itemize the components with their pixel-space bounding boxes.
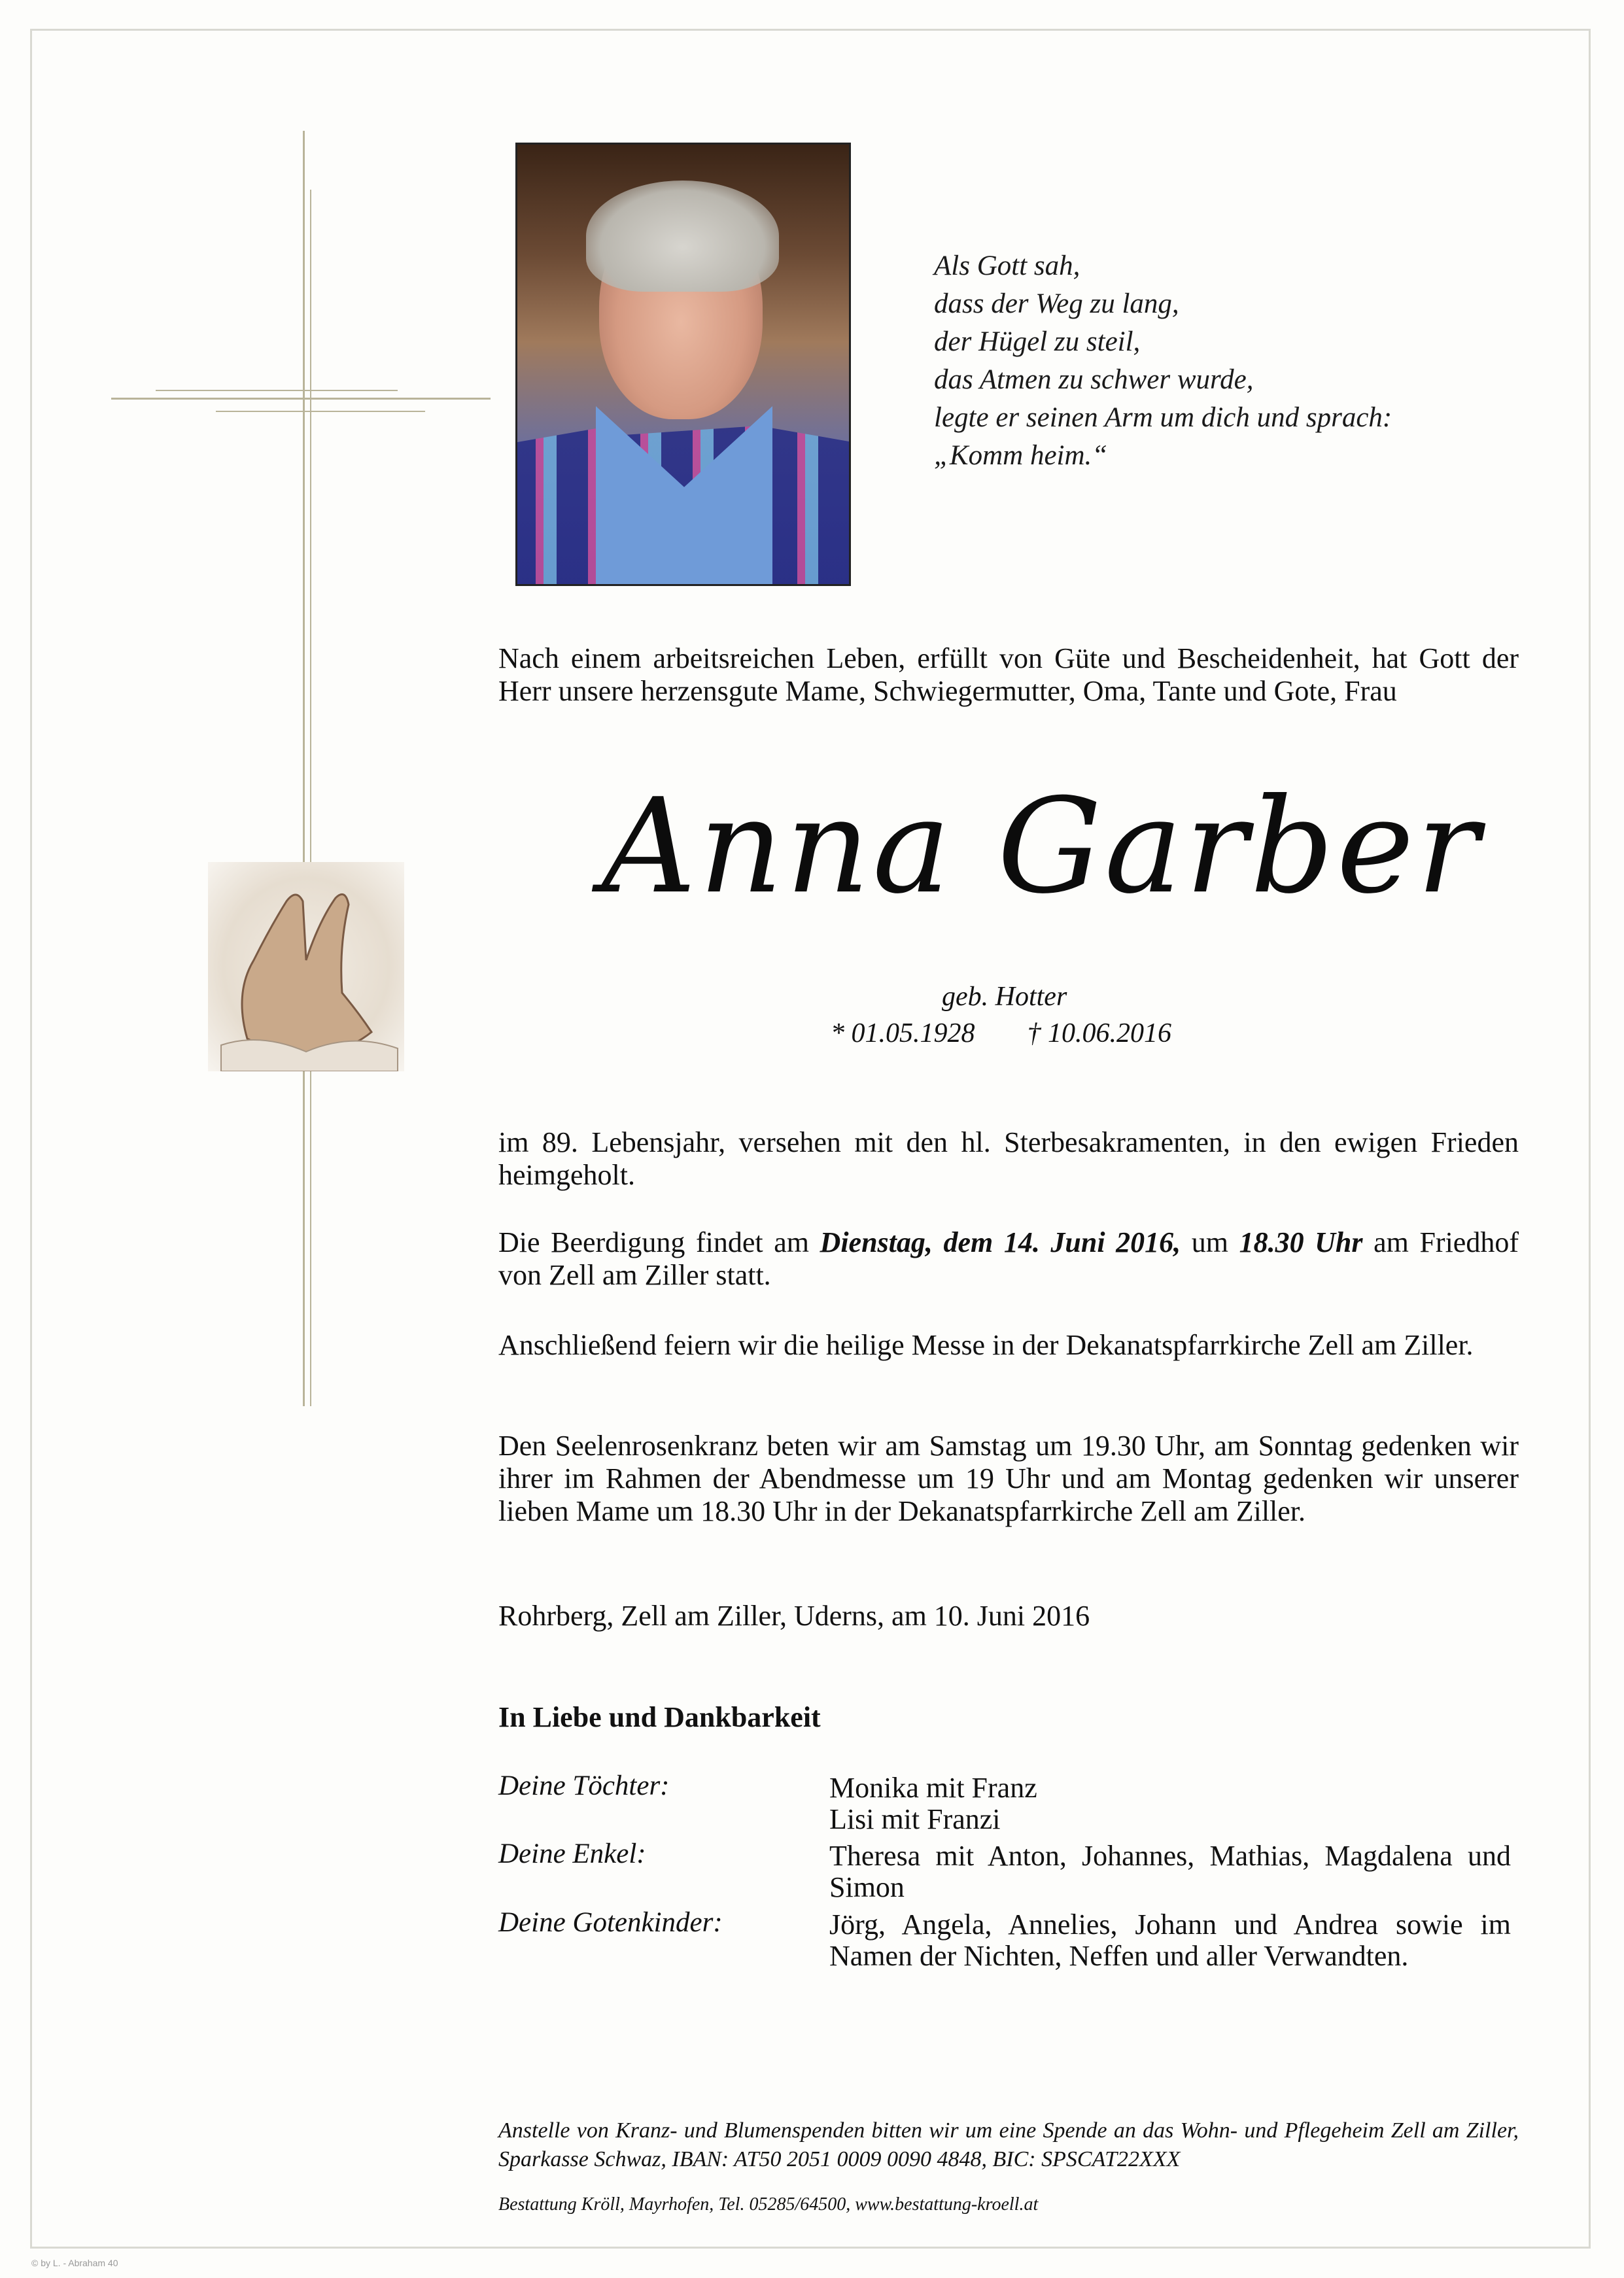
deceased-name: Anna Garber [602, 770, 1482, 923]
donation-note: Anstelle von Kranz- und Blumenspenden bitten wir um eine Spende an das Wohn- und Pflegeheim Zell am Ziller, Sparkasse Schwaz, IBAN: AT50 2051 0009 0090 4848, BIC: SPSCAT22XXX [498, 2118, 1519, 2171]
poem-line: „Komm heim.“ [934, 440, 1108, 471]
mass-text: Anschließend feiern wir die heilige Messe in der Dekanatspfarrkirche Zell am Ziller. [498, 1329, 1474, 1361]
age-text: im 89. Lebensjahr, versehen mit den hl. Sterbesakramenten, in den ewigen Frieden heimgeholt. [498, 1126, 1519, 1191]
portrait-photo [515, 143, 851, 586]
poem-line: Als Gott sah, [934, 250, 1080, 281]
funeral-text: Die Beerdigung findet am Dienstag, dem 14. Juni 2016, um 18.30 Uhr am Friedhof von Zell am Ziller statt. [498, 1226, 1519, 1291]
mourner-names: Monika mit Franz Lisi mit Franzi [829, 1772, 1037, 1835]
rosary-text: Den Seelenrosenkranz beten wir am Samstag um 19.30 Uhr, am Sonntag gedenken wir ihrer im Rahmen der Abendmesse um 19 Uhr und am Montag gedenken wir unserer lieben Mame um 18.30 Uhr in der Dekanatspfarrkirche Zell am Ziller. [498, 1430, 1519, 1527]
poem-line: dass der Weg zu lang, [934, 288, 1179, 319]
poem [934, 247, 1392, 475]
born-name: geb. Hotter [942, 982, 1067, 1012]
copyright-credit: © by L. - Abraham 40 [31, 2258, 118, 2268]
mourner-label: Deine Enkel: [498, 1838, 646, 1869]
death-date: † 10.06.2016 [1027, 1018, 1171, 1048]
intro-text: Nach einem arbeitsreichen Leben, erfüllt von Güte und Bescheidenheit, hat Gott der Herr unsere herzensgute Mame, Schwiegermutter, Oma, Tante und Gote, Frau [498, 642, 1519, 707]
poem-line: legte er seinen Arm um dich und sprach: [934, 402, 1392, 433]
mourner-names: Jörg, Angela, Annelies, Johann und Andrea sowie im Namen der Nichten, Neffen und aller Verwandten. [829, 1908, 1511, 1972]
poem-line: der Hügel zu steil, [934, 326, 1141, 357]
undertaker-info: Bestattung Kröll, Mayrhofen, Tel. 05285/64500, www.bestattung-kroell.at [498, 2194, 1039, 2215]
funeral-time: 18.30 Uhr [1239, 1226, 1363, 1258]
birth-date: * 01.05.1928 [831, 1018, 975, 1048]
mourner-label: Deine Gotenkinder: [498, 1907, 723, 1938]
mourners-heading: In Liebe und Dankbarkeit [498, 1701, 821, 1733]
place-date: Rohrberg, Zell am Ziller, Uderns, am 10. Juni 2016 [498, 1600, 1090, 1632]
praying-hands-icon [208, 862, 404, 1071]
funeral-date: Dienstag, dem 14. Juni 2016, [820, 1226, 1181, 1258]
poem-line: das Atmen zu schwer wurde, [934, 364, 1254, 395]
mourner-names: Theresa mit Anton, Johannes, Mathias, Magdalena und Simon [829, 1840, 1511, 1903]
mourner-label: Deine Töchter: [498, 1770, 670, 1801]
life-dates [831, 1018, 1171, 1049]
